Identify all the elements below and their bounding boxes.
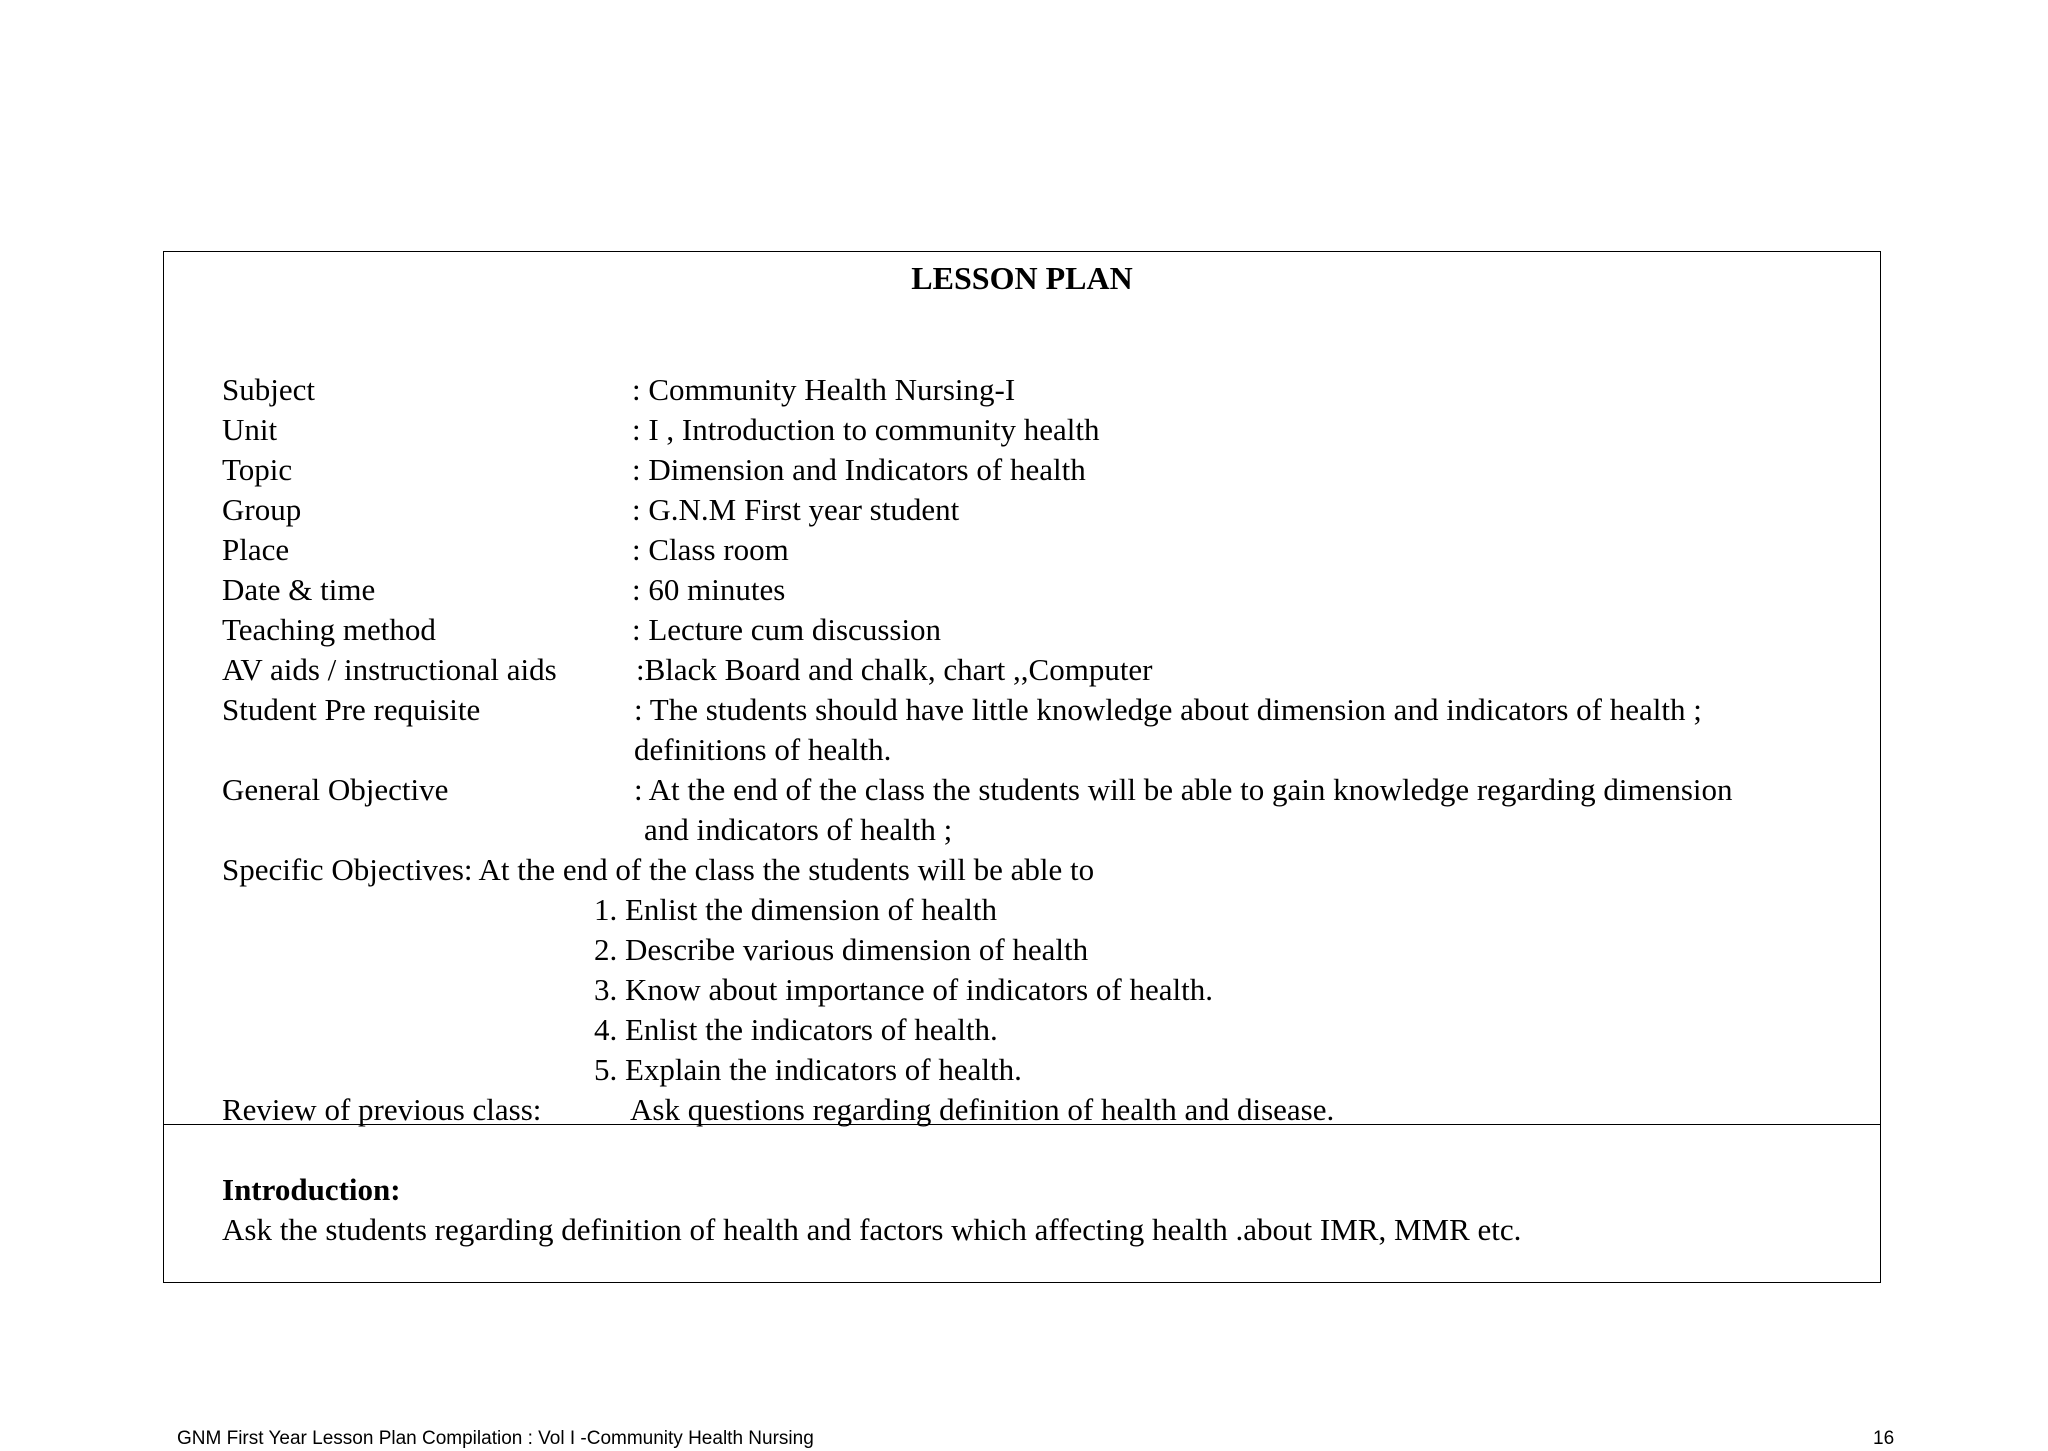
field-label-teaching-method: Teaching method	[222, 612, 436, 647]
section-divider	[164, 1124, 1880, 1125]
field-label-general-objective: General Objective	[222, 772, 449, 807]
field-value-av-aids: :Black Board and chalk, chart ,,Computer	[636, 652, 1153, 687]
introduction-text: Ask the students regarding definition of health and factors which affecting health .about IMR, MMR etc.	[222, 1212, 1522, 1247]
field-value-subject: : Community Health Nursing-I	[632, 372, 1016, 407]
review-label: Review of previous class:	[222, 1092, 542, 1127]
review-value: Ask questions regarding definition of health and disease.	[630, 1092, 1335, 1127]
specific-objective-item: 3. Know about importance of indicators of health.	[594, 972, 1213, 1007]
field-value-place: : Class room	[632, 532, 789, 567]
field-label-topic: Topic	[222, 452, 293, 487]
specific-objective-item: 4. Enlist the indicators of health.	[594, 1012, 998, 1047]
field-value-student-prerequisite-cont: definitions of health.	[634, 732, 892, 767]
field-value-student-prerequisite: : The students should have little knowledge about dimension and indicators of health ;	[634, 692, 1702, 727]
specific-objective-item: 5. Explain the indicators of health.	[594, 1052, 1022, 1087]
field-label-place: Place	[222, 532, 290, 567]
field-label-student-prerequisite: Student Pre requisite	[222, 692, 481, 727]
lesson-plan-title: LESSON PLAN	[911, 260, 1133, 296]
field-label-unit: Unit	[222, 412, 278, 447]
field-value-teaching-method: : Lecture cum discussion	[632, 612, 942, 647]
field-label-subject: Subject	[222, 372, 315, 407]
field-value-general-objective: : At the end of the class the students will be able to gain knowledge regarding dimension	[634, 772, 1733, 807]
field-label-date-time: Date & time	[222, 572, 376, 607]
footer-title: GNM First Year Lesson Plan Compilation : Vol I -Community Health Nursing	[177, 1428, 814, 1449]
specific-objectives-intro: Specific Objectives: At the end of the class the students will be able to	[222, 852, 1095, 887]
specific-objective-item: 1. Enlist the dimension of health	[594, 892, 997, 927]
introduction-heading: Introduction:	[222, 1172, 401, 1207]
lesson-plan-box	[163, 251, 1881, 1283]
page-number: 16	[1873, 1428, 1895, 1449]
field-value-unit: : I , Introduction to community health	[632, 412, 1100, 447]
field-label-av-aids: AV aids / instructional aids	[222, 652, 557, 687]
field-value-general-objective-cont: and indicators of health ;	[644, 812, 953, 847]
field-label-group: Group	[222, 492, 302, 527]
field-value-date-time: : 60 minutes	[632, 572, 786, 607]
field-value-group: : G.N.M First year student	[632, 492, 960, 527]
specific-objective-item: 2. Describe various dimension of health	[594, 932, 1089, 967]
field-value-topic: : Dimension and Indicators of health	[632, 452, 1086, 487]
